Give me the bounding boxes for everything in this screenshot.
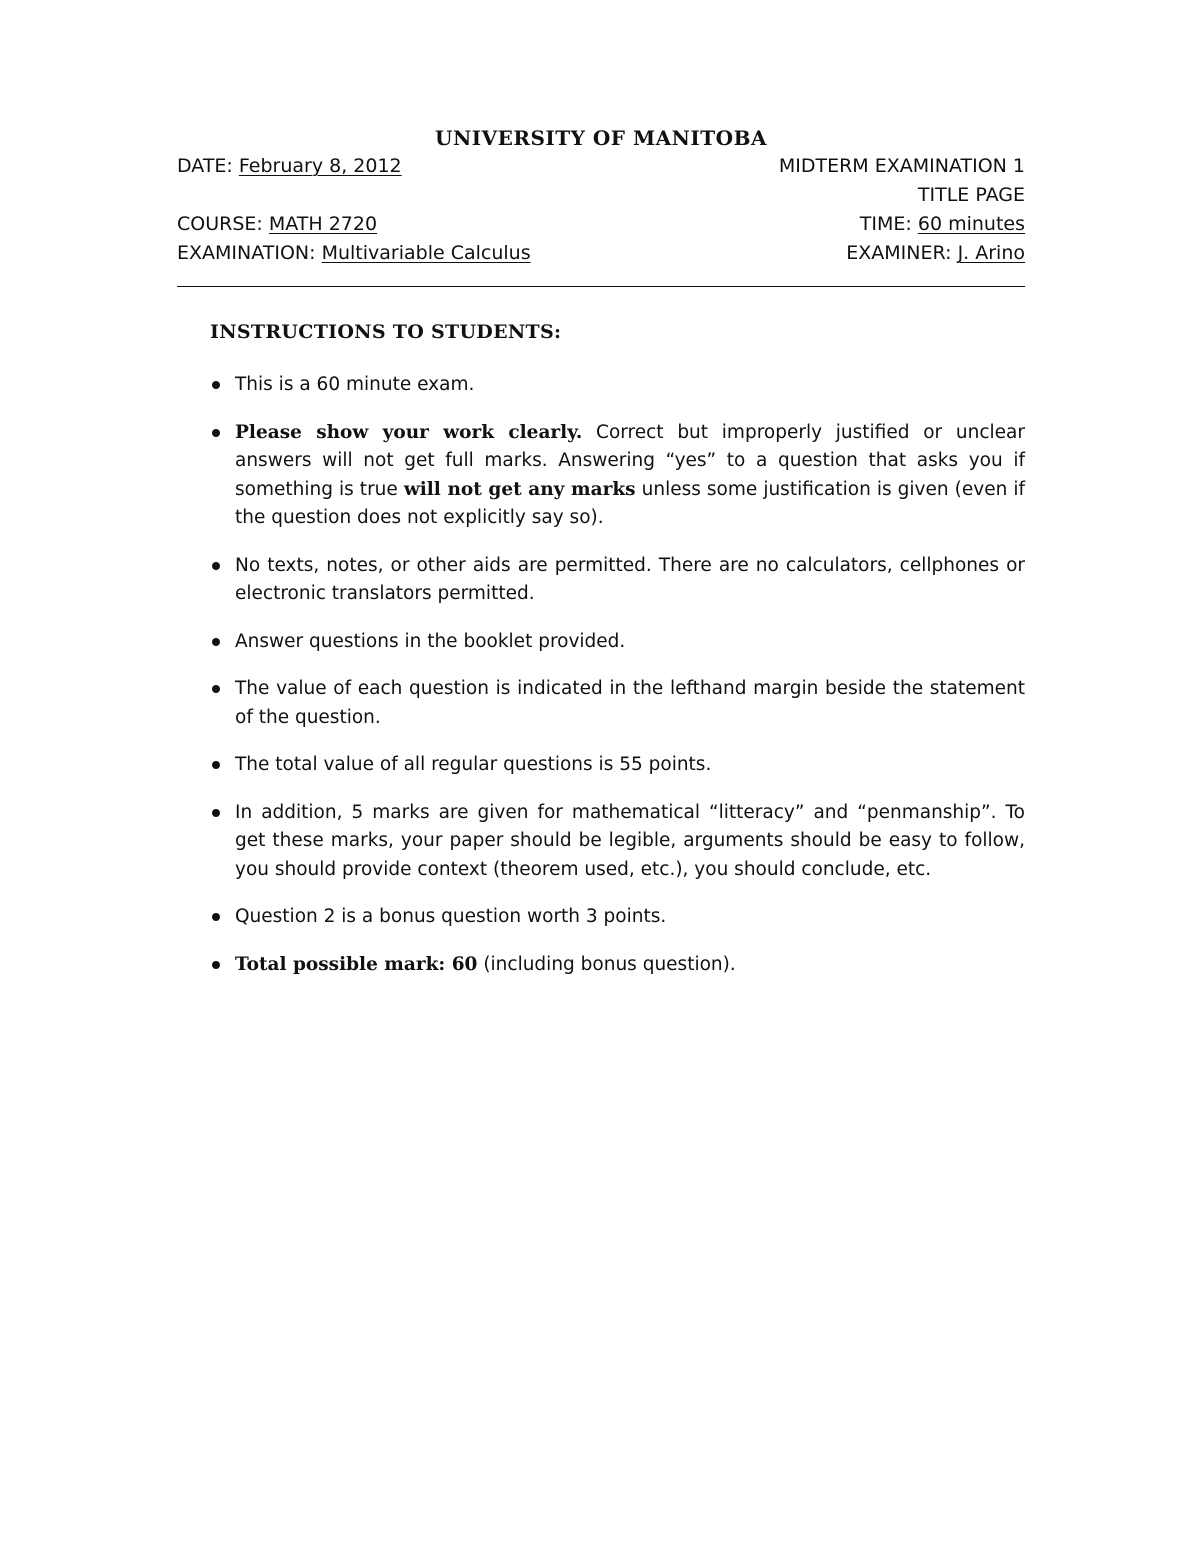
header-row-course: [177, 210, 1025, 239]
instruction-text: No texts, notes, or other aids are permitted. There are no calculators, cellphones or electronic translators permitted.: [235, 554, 1025, 604]
instruction-item: [210, 371, 1025, 400]
instruction-text: unless some justification is given (even if the question does not explicitly say so).: [235, 478, 1026, 528]
university-name: UNIVERSITY OF MANITOBA: [435, 126, 767, 150]
bullet-icon: [212, 381, 220, 389]
instruction-text: (including bonus question).: [477, 953, 736, 975]
examination-label: EXAMINATION:: [177, 242, 316, 264]
instruction-item: [210, 799, 1025, 885]
instruction-text: This is a 60 minute exam.: [235, 374, 475, 395]
page-title: TITLE PAGE: [917, 184, 1025, 206]
date-field: [177, 152, 402, 181]
date-value: February 8, 2012: [238, 155, 402, 177]
bullet-icon: [212, 429, 220, 437]
time-field: [860, 210, 1025, 239]
course-label: COURSE:: [177, 213, 263, 235]
instructions-heading: INSTRUCTIONS TO STUDENTS:: [210, 321, 562, 343]
instructions-section: [210, 317, 1025, 979]
bullet-icon: [212, 685, 220, 693]
examiner-value: J. Arino: [957, 242, 1025, 264]
examiner-field: [846, 239, 1025, 268]
time-label: TIME:: [859, 213, 912, 235]
exam-header: [177, 152, 1025, 268]
course-field: [177, 210, 377, 239]
header-row-date: [177, 152, 1025, 181]
instruction-emphasis: will not get any marks: [403, 478, 636, 500]
bullet-icon: [212, 638, 220, 646]
instruction-text: Question 2 is a bonus question worth 3 points.: [235, 906, 667, 927]
examination-field: [177, 239, 531, 268]
examiner-label: EXAMINER:: [846, 242, 952, 264]
exam-title-page: [177, 124, 1025, 998]
date-label: DATE:: [177, 155, 233, 177]
instruction-emphasis: Please show your work clearly.: [235, 421, 583, 443]
instruction-item: [210, 751, 1025, 780]
time-value: 60 minutes: [917, 213, 1025, 235]
exam-type: MIDTERM EXAMINATION 1: [778, 155, 1025, 177]
instruction-emphasis: Total possible mark: 60: [235, 953, 478, 975]
header-row-title: [177, 181, 1025, 210]
instruction-text: The value of each question is indicated in the lefthand margin beside the statement of the question.: [235, 678, 1025, 728]
instruction-item: [210, 419, 1025, 533]
bullet-icon: [212, 961, 220, 969]
bullet-icon: [212, 562, 220, 570]
examination-value: Multivariable Calculus: [321, 242, 531, 264]
header-divider: [177, 286, 1025, 287]
instruction-item: [210, 675, 1025, 732]
instruction-item: [210, 951, 1025, 980]
bullet-icon: [212, 809, 220, 817]
instruction-item: [210, 552, 1025, 609]
instruction-text: In addition, 5 marks are given for mathematical “litteracy” and “penmanship”. To get these marks, your paper should be legible, arguments should be easy to follow, you should provide context (theorem used, etc.), you should conclude, etc.: [235, 801, 1025, 880]
instruction-text: Correct but improperly justified or unclear answers will not get full marks. Answering “yes” to a question that asks you if something is true: [235, 421, 1025, 500]
instruction-text: The total value of all regular questions is 55 points.: [235, 754, 712, 775]
header-row-examination: [177, 239, 1025, 268]
instruction-item: [210, 903, 1025, 932]
bullet-icon: [212, 761, 220, 769]
instructions-list: [210, 371, 1025, 979]
course-value: MATH 2720: [268, 213, 378, 235]
instruction-item: [210, 628, 1025, 657]
instruction-text: Answer questions in the booklet provided.: [235, 630, 626, 652]
bullet-icon: [212, 913, 220, 921]
